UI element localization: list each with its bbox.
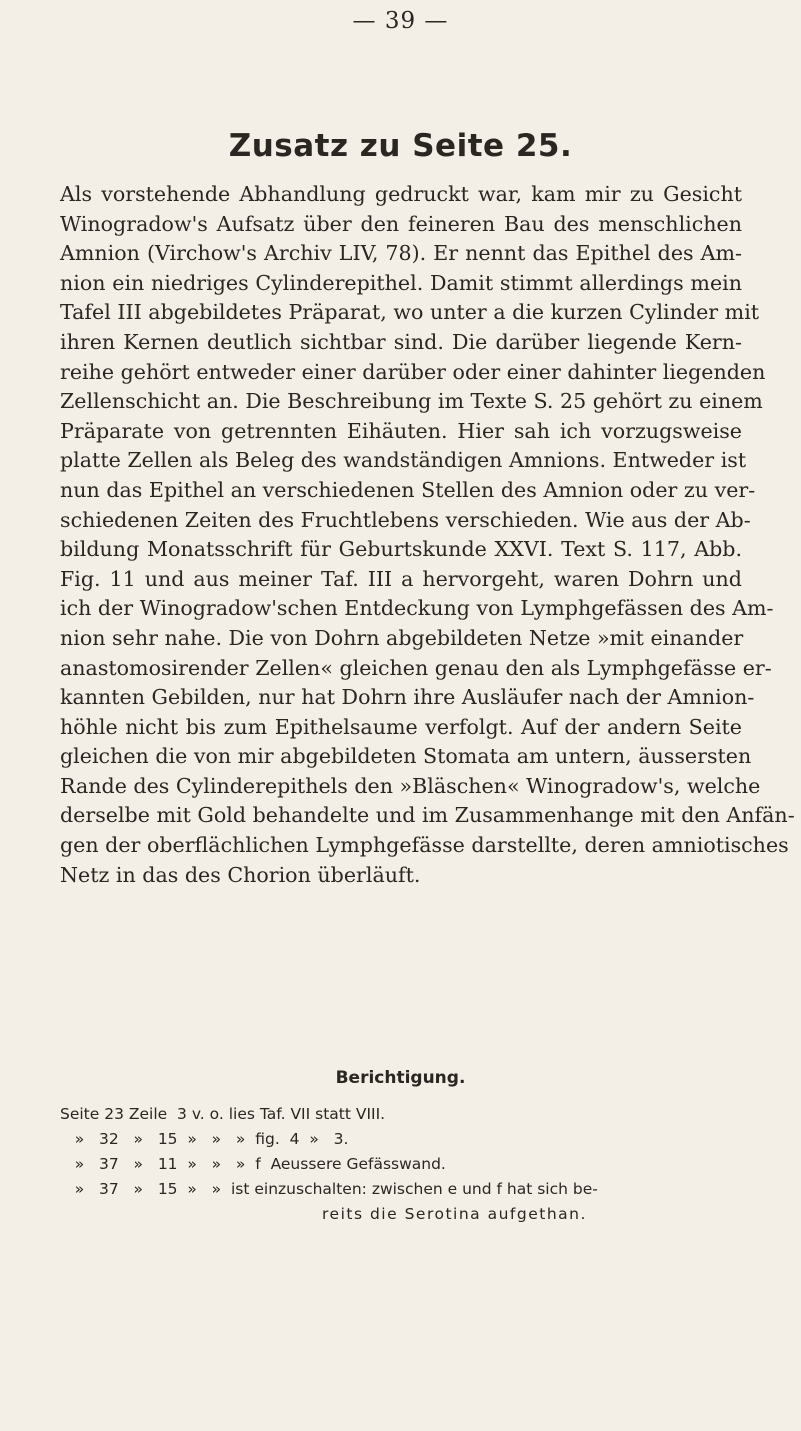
text-line: schiedenen Zeiten des Fruchtlebens verschieden. Wie aus der Ab- <box>60 507 751 532</box>
text-line: Amnion (Virchow's Archiv LIV, 78). Er nennt das Epithel des Am- <box>60 241 742 266</box>
text-line: kannten Gebilden, nur hat Dohrn ihre Ausläufer nach der Amnion- <box>60 685 755 710</box>
text-line: Zellenschicht an. Die Beschreibung im Texte S. 25 gehört zu einem <box>60 389 763 414</box>
text-line: gen der oberflächlichen Lymphgefässe darstellte, deren amniotisches <box>60 833 789 858</box>
errata-continuation: reits die Serotina aufgethan. <box>322 1205 587 1223</box>
errata-list <box>60 1102 750 1227</box>
errata-heading: Berichtigung. <box>335 1068 466 1088</box>
text-line: Präparate von getrennten Eihäuten. Hier sah ich vorzugsweise <box>60 418 742 443</box>
text-line: bildung Monatsschrift für Geburtskunde XXVI. Text S. 117, Abb. <box>60 537 742 562</box>
text-line: höhle nicht bis zum Epithelsaume verfolgt. Auf der andern Seite <box>60 714 742 739</box>
text-line: ihren Kernen deutlich sichtbar sind. Die darüber liegende Kern- <box>60 329 742 354</box>
text-line: Fig. 11 und aus meiner Taf. III a hervorgeht, waren Dohrn und <box>60 566 742 591</box>
errata-row: » 32 » 15 » » » fig. 4 » 3. <box>60 1130 349 1148</box>
text-line: derselbe mit Gold behandelte und im Zusammenhange mit den Anfän- <box>60 803 795 828</box>
text-line: nion ein niedriges Cylinderepithel. Damit stimmt allerdings mein <box>60 270 742 295</box>
text-line: Rande des Cylinderepithels den »Bläschen« Winogradow's, welche <box>60 773 761 798</box>
text-line: Winogradow's Aufsatz über den feineren Bau des menschlichen <box>60 211 742 236</box>
errata-row: » 37 » 11 » » » f Aeussere Gefässwand. <box>60 1155 446 1173</box>
body-paragraph <box>60 180 795 890</box>
page-number: — 39 — <box>352 8 449 34</box>
errata-row: » 37 » 15 » » ist einzuschalten: zwischen e und f hat sich be- <box>60 1180 598 1198</box>
errata-row: Seite 23 Zeile 3 v. o. lies Taf. VII statt VIII. <box>60 1105 386 1123</box>
text-line: ich der Winogradow'schen Entdeckung von Lymphgefässen des Am- <box>60 596 774 621</box>
text-line: platte Zellen als Beleg des wandständigen Amnions. Entweder ist <box>60 448 747 473</box>
text-line: reihe gehört entweder einer darüber oder einer dahinter liegenden <box>60 359 766 384</box>
text-line: Tafel III abgebildetes Präparat, wo unter a die kurzen Cylinder mit <box>60 300 760 325</box>
text-line: Als vorstehende Abhandlung gedruckt war, kam mir zu Gesicht <box>60 182 742 206</box>
text-line: Netz in das des Chorion überläuft. <box>60 862 421 887</box>
text-line: anastomosirender Zellen« gleichen genau den als Lymphgefässe er- <box>60 655 772 680</box>
page-title: Zusatz zu Seite 25. <box>228 128 573 164</box>
text-line: nun das Epithel an verschiedenen Stellen des Amnion oder zu ver- <box>60 477 756 502</box>
text-line: gleichen die von mir abgebildeten Stomata am untern, äussersten <box>60 744 752 769</box>
text-line: nion sehr nahe. Die von Dohrn abgebildeten Netze »mit einander <box>60 625 744 650</box>
